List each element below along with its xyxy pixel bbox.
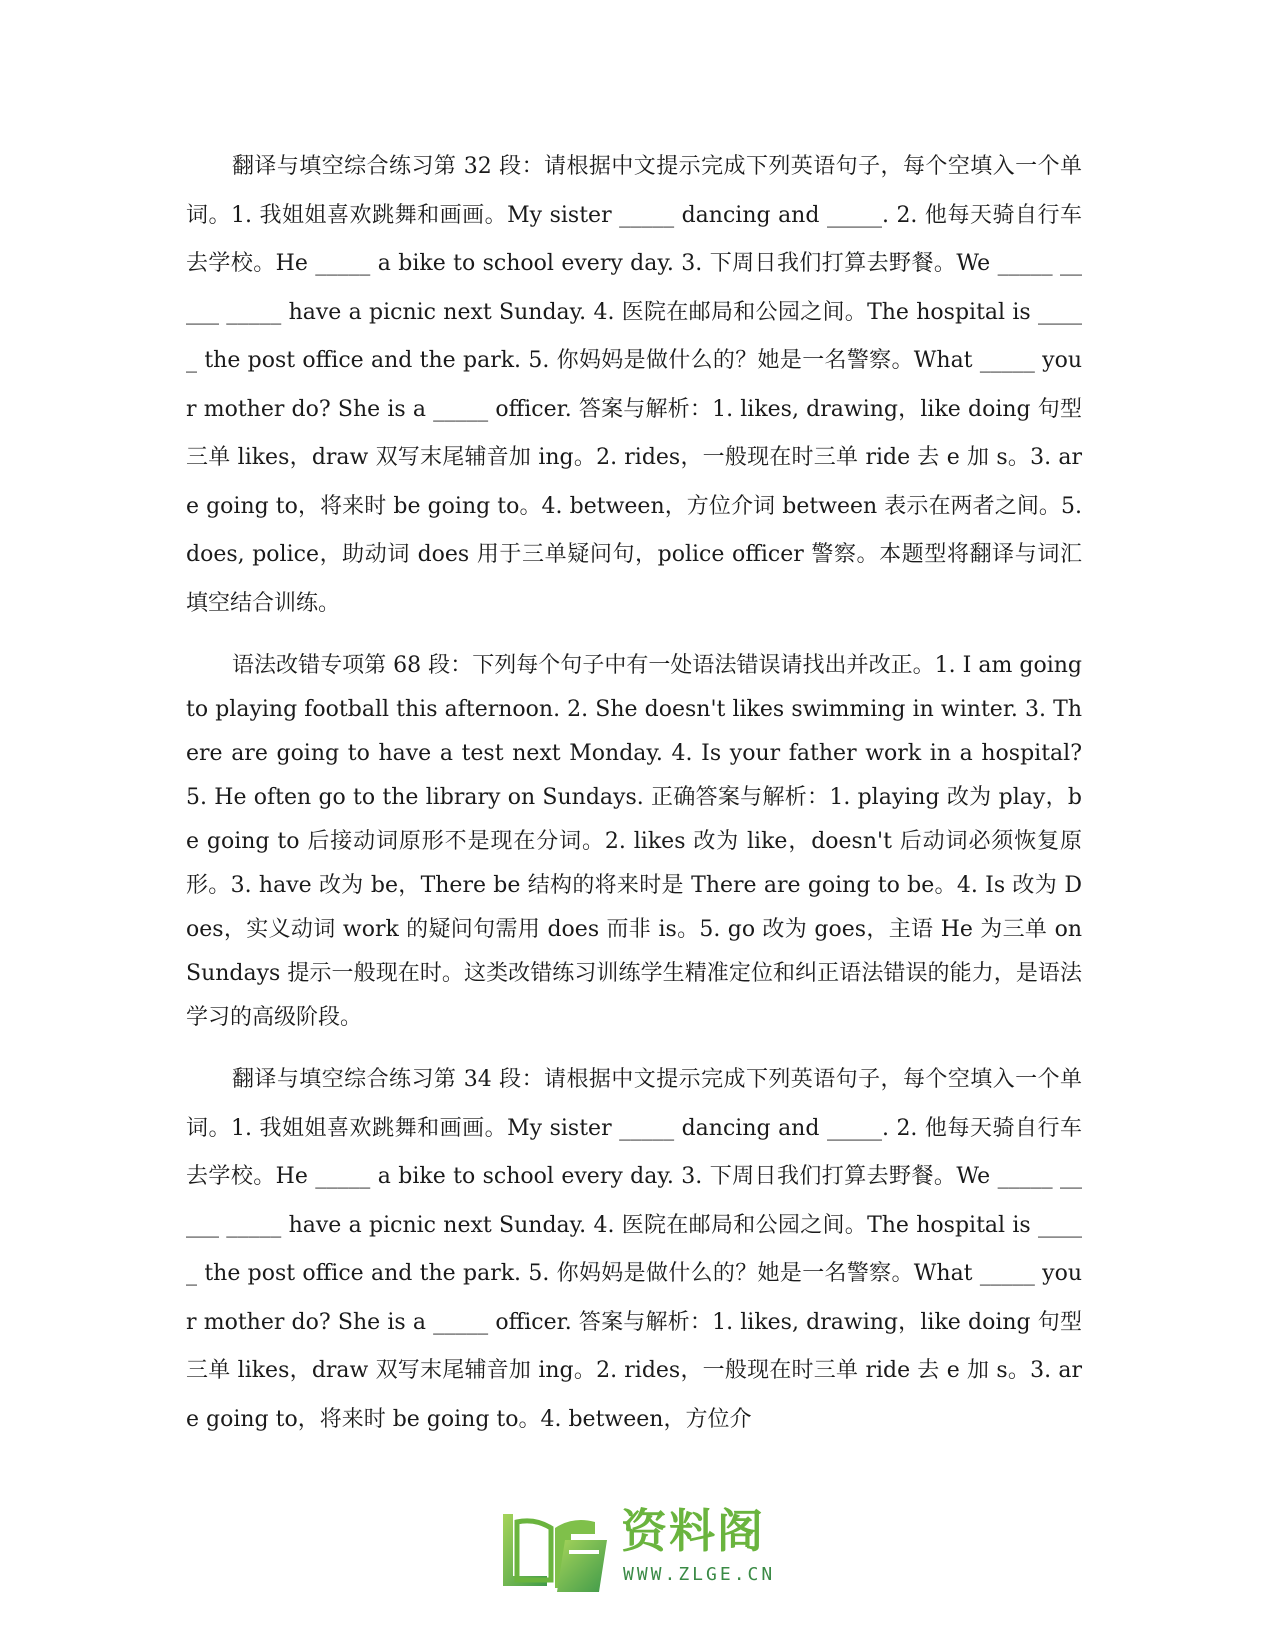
logo-title: 资料阁 [621,1504,765,1558]
open-book-folder-icon [495,1500,613,1596]
footer-logo [495,1500,785,1596]
paragraph-translation-32: 翻译与填空综合练习第 32 段：请根据中文提示完成下列英语句子，每个空填入一个单词。1. 我姐姐喜欢跳舞和画画。My sister _____ dancing and _____. 2. 他每天骑自行车去学校。He _____ a bike to school every day. 3. 下周日我们打算去野餐。We _____ _____ _____ have a picnic next Sunday. 4. 医院在邮局和公园之间。The hospital is _____ the post office and the park. 5. 你妈妈是做什么的？她是一名警察。What _____ your mother do? She is a _____ officer. 答案与解析：1. likes, drawing，like doing 句型三单 likes，draw 双写末尾辅音加 ing。2. rides，一般现在时三单 ride 去 e 加 s。3. are going to，将来时 be going to。4. between，方位介词 between 表示在两者之间。5. does, police，助动词 does 用于三单疑问句，police officer 警察。本题型将翻译与词汇填空结合训练。 [186,154,1082,616]
paragraph-translation-34: 翻译与填空综合练习第 34 段：请根据中文提示完成下列英语句子，每个空填入一个单词。1. 我姐姐喜欢跳舞和画画。My sister _____ dancing and _____. 2. 他每天骑自行车去学校。He _____ a bike to school every day. 3. 下周日我们打算去野餐。We _____ _____ _____ have a picnic next Sunday. 4. 医院在邮局和公园之间。The hospital is _____ the post office and the park. 5. 你妈妈是做什么的？她是一名警察。What _____ your mother do? She is a _____ officer. 答案与解析：1. likes, drawing，like doing 句型三单 likes，draw 双写末尾辅音加 ing。2. rides，一般现在时三单 ride 去 e 加 s。3. are going to，将来时 be going to。4. between，方位介 [186,1067,1082,1432]
paragraph-grammar-correction-68: 语法改错专项第 68 段：下列每个句子中有一处语法错误请找出并改正。1. I am going to playing football this afternoon. 2. She doesn't likes swimming in winter. 3. There are going to have a test next Monday. 4. Is your father work in a hospital? 5. He often go to the library on Sundays. 正确答案与解析：1. playing 改为 play，be going to 后接动词原形不是现在分词。2. likes 改为 like，doesn't 后动词必须恢复原形。3. have 改为 be，There be 结构的将来时是 There are going to be。4. Is 改为 Does，实义动词 work 的疑问句需用 does 而非 is。5. go 改为 goes，主语 He 为三单 on Sundays 提示一般现在时。这类改错练习训练学生精准定位和纠正语法错误的能力，是语法学习的高级阶段。 [186,653,1082,1030]
logo-url: WWW.ZLGE.CN [623,1564,776,1585]
document-body [186,143,1082,1432]
